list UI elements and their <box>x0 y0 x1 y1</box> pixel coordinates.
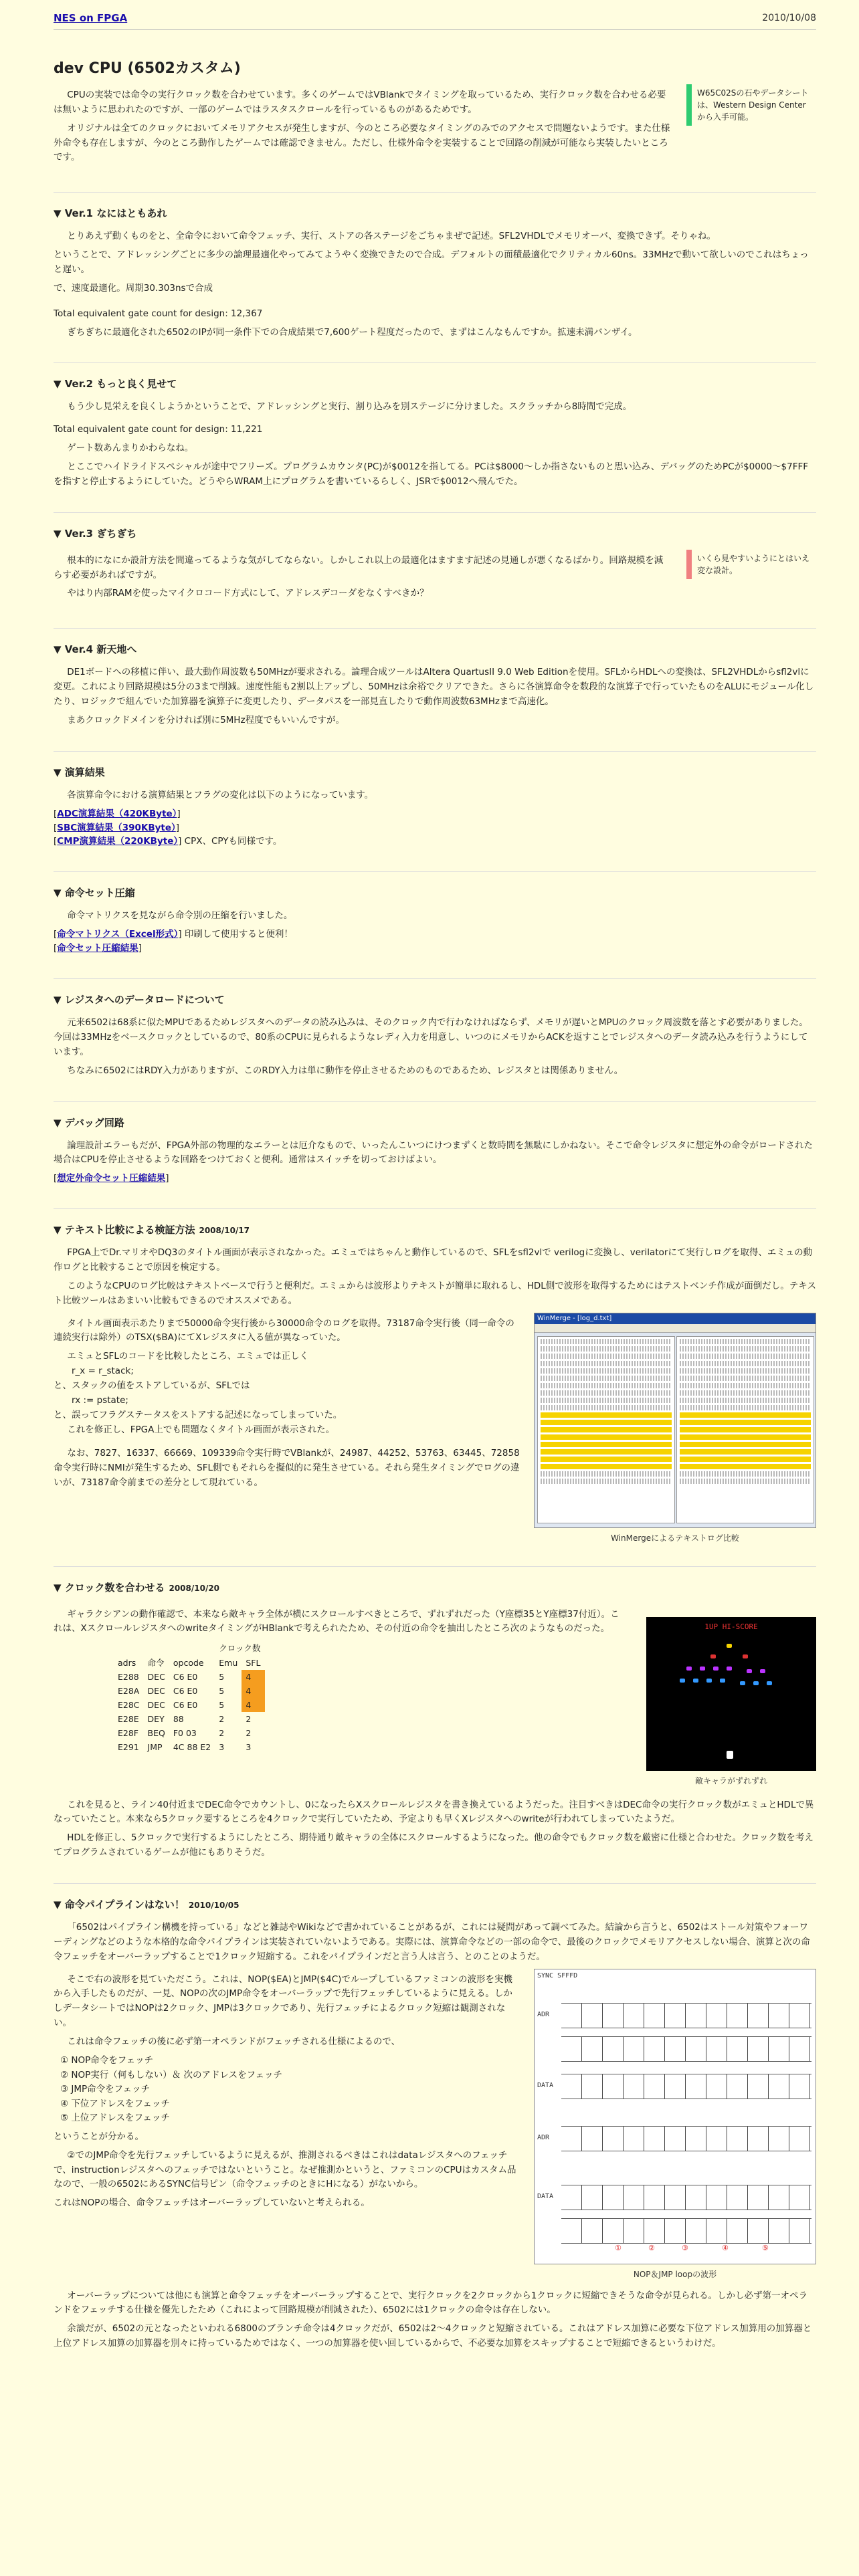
ops-paragraph: 各演算命令における演算結果とフラグの変化は以下のようになっています。 <box>67 789 374 800</box>
winmerge-menubar <box>535 1324 816 1333</box>
ver2-section <box>54 362 816 489</box>
adc-results-link[interactable]: ADC演算結果（420KByte） <box>57 808 177 819</box>
page-title: dev CPU (6502カスタム) <box>54 60 241 77</box>
textcmp-paragraph-4: エミュとSFLのコードを比較したところ、エミュでは正しく <box>67 1351 309 1362</box>
ver1-paragraph-3: で、速度最適化。周期30.303nsで合成 <box>54 282 213 294</box>
pipeline-paragraph-7: オーバーラップについては他にも演算と命令フェッチをオーバーラップすることで、実行クロックを2クロックから1クロックに短縮できそうな命令が見られる。しかし必ず第一オペランドをフェッチする仕様を優先したため（これによって回路規模が削減された）、6502には1クロックの命令は存在しない。 <box>54 2290 808 2316</box>
textcmp-paragraph-3: タイトル画面表示あたりまで50000命令実行後から30000命令のログを取得。73187命令実行後（同一命令の連続実行は除外）のTSX($BA)にてXレジスタに入る値が異なっていた。 <box>54 1317 514 1344</box>
ver4-section <box>54 628 816 728</box>
cmp-results-link[interactable]: CMP演算結果（220KByte） <box>57 836 179 847</box>
waveform-image <box>534 1969 816 2264</box>
pipeline-paragraph-4: ということが分かる。 <box>54 2131 144 2142</box>
site-link[interactable]: NES on FPGA <box>54 12 128 24</box>
ver2-heading: ▼ Ver.2 もっと良く見せて <box>54 378 177 391</box>
galaxian-screenshot <box>646 1617 816 1771</box>
pipeline-paragraph-6: これはNOPの場合、命令フェッチはオーバーラップしていないと考えられる。 <box>54 2197 370 2209</box>
ver1-gate-count: Total equivalent gate count for design: 12,367 <box>54 308 263 319</box>
fetch-steps <box>54 2054 519 2126</box>
winmerge-screenshot <box>534 1313 816 1528</box>
clock-table <box>114 1640 265 1754</box>
ver1-heading: ▼ Ver.1 なにはともあれ <box>54 207 167 220</box>
galaxian-caption: 敵キャラがずれずれ <box>694 1776 767 1786</box>
textcmp-section <box>54 1208 816 1543</box>
ver3-section <box>54 512 816 606</box>
textcmp-paragraph-6: と、誤ってフラグステータスをストアする記述になってしまっていた。 <box>54 1409 343 1420</box>
ver3-paragraph-2: やはり内部RAMを使ったマイクロコード方式にして、アドレスデコーダをなくすべきか？ <box>67 588 429 599</box>
register-heading: ▼ レジスタへのデータロードについて <box>54 994 225 1006</box>
clock-heading: ▼ クロック数を合わせる 2008/10/20 <box>54 1581 220 1594</box>
textcmp-heading: ▼ テキスト比較による検証方法 2008/10/17 <box>54 1224 250 1237</box>
textcmp-code-2: rx := pstate; <box>72 1394 128 1406</box>
ver1-paragraph-2: ということで、アドレッシングごとに多少の論理最適化やってみてようやく変換できたので合成。デフォルトの面積最適化でクリティカル60ns。33MHzで動いて欲しいのでこれはちょっと遅い。 <box>54 249 809 276</box>
step-mark: ① <box>615 2243 622 2252</box>
waveform-label: DATA <box>537 2081 554 2089</box>
table-row: E291 JMP 4C 88 E2 3 3 <box>118 1742 252 1753</box>
table-row: E28C DEC C6 E0 5 4 <box>114 1698 265 1712</box>
ver1-section <box>54 192 816 340</box>
ver4-paragraph-1: DE1ボードへの移植に伴い、最大動作周波数も50MHzが要求される。論理合成ツールはAltera QuartusII 9.0 Web Editionを使用。SFLからHDLへの変換は、SFL2VHDLからsfl2vlに変更。これにより回路規模は5分の3まで削減。速度性能も2割以上アップし、50MHzは余裕でクリアできた。さらに各演算命令を数段的な演算子で行っていたものをALUにモジュール化したり、ロジックで組んでいた加算器を演算子に変更したり、データパスを一部見直したりで動作周波数63MHzまで高速化。 <box>54 667 814 708</box>
clock-table-header: SFL <box>246 1657 261 1668</box>
waveform-caption: NOP＆JMP loopの波形 <box>633 2269 717 2279</box>
pipeline-date: 2010/10/05 <box>188 1901 240 1911</box>
textcmp-paragraph-8: なお、7827、16337、66669、109339命令実行時でVBlankが、24987、44252、53763、63445、72858命令実行時にNMIが発生するため、SFL側でもそれらを擬似的に発生させている。それら発生タイミングでログの違いが、73187命令前までの差分として現れている。 <box>54 1448 520 1489</box>
ver1-paragraph-1: とりあえず動くものをと、全命令において命令フェッチ、実行、ストアの各ステージをごちゃまぜで記述。SFL2VHDLでメモリオーバ、変換できず。そりゃね。 <box>67 231 717 242</box>
clock-paragraph-3: HDLを修正し、5クロックで実行するようにしたところ、期待通り敵キャラの全体にスクロールするようになった。他の命令でもクロック数を厳密に仕様と合わせた。クロック数を考えてプログラムされているゲームが他にもありそうだ。 <box>54 1832 814 1858</box>
pipeline-paragraph-3: これは命令フェッチの後に必ず第一オペランドがフェッチされる仕様によるので、 <box>67 2036 401 2048</box>
waveform-label: ADR <box>537 2010 550 2018</box>
ver4-heading: ▼ Ver.4 新天地へ <box>54 643 137 656</box>
textcmp-paragraph-5: と、スタックの値をストアしているが、SFLでは <box>54 1380 250 1392</box>
list-item: ⑤ 上位アドレスをフェッチ <box>60 2113 170 2124</box>
pipeline-section <box>54 1883 816 2351</box>
clock-section <box>54 1566 816 1860</box>
matrix-section: ▼ 命令セット圧縮 命令マトリクスを見ながら命令別の圧縮を行いました。 [命令マトリクス（Excel形式）] 印刷して使用すると便利！ [命令セット圧縮結果] <box>54 871 816 956</box>
register-paragraph-2: ちなみに6502にはRDY入力がありますが、このRDY入力は単に動作を停止させるためのものであるため、レジスタとは関係ありません。 <box>67 1065 624 1076</box>
clock-table-header: adrs <box>118 1657 136 1668</box>
waveform-figure <box>534 1969 816 2280</box>
matrix-excel-link[interactable]: 命令マトリクス（Excel形式） <box>57 929 179 940</box>
clock-table-header: opcode <box>173 1657 204 1668</box>
table-row: E288 DEC C6 E0 5 4 <box>114 1670 265 1684</box>
ver4-paragraph-2: まあクロックドメインを分ければ別に5MHz程度でもいいんですが。 <box>67 714 345 726</box>
clock-paragraph-2: これを見ると、ライン40付近までDEC命令でカウントし、0になったらXスクロールレジスタを書き換えているようだった。注目すべきはDEC命令の実行クロック数がエミュとHDLで異なっていたこと。本来なら5クロック要するところを4クロックで実行していたため、予定よりも早くXレジスタへのwriteが行われてしまっていたようだ。 <box>54 1799 814 1825</box>
intro-side-note: W65C02Sの石やデータシートは、Western Design Centerから入手可能。 <box>686 84 816 126</box>
clock-table-header: Emu <box>219 1657 238 1668</box>
pipeline-paragraph-5: ②でのJMP命令を先行フェッチしているように見えるが、推測されるべきはこれはdataレジスタへのフェッチで、instructionレジスタへのフェッチではないということ。なぜ推測かというと、ファミコンのCPUはカスタム品なので、一般の6502にあるSYNC信号ピン（命令フェッチのときにHになる）がないから。 <box>54 2149 516 2190</box>
ops-section: ▼ 演算結果 各演算命令における演算結果とフラグの変化は以下のようになっています。 [ADC演算結果（420KByte）] [SBC演算結果（390KByte）] [CMP演算結果（220KByte）] CPX、CPYも同様です。 <box>54 751 816 849</box>
matrix-paragraph: 命令マトリクスを見ながら命令別の圧縮を行いました。 <box>67 910 293 922</box>
textcmp-code-1: r_x = r_stack; <box>72 1366 134 1377</box>
ver3-side-note: いくら見やすいようにとはいえ変な設計。 <box>686 550 816 579</box>
list-item: ④ 下位アドレスをフェッチ <box>60 2098 170 2109</box>
waveform-label: ADR <box>537 2133 550 2141</box>
ops-heading: ▼ 演算結果 <box>54 766 105 778</box>
pipeline-paragraph-8: 余談だが、6502の元となったといわれる6800のブランチ命令は4クロックだが、6502は2〜4クロックと短縮されている。これはアドレス加算に必要な下位アドレス加算用の加算器と上位アドレス加算の加算器を別々に持っているためではなく、一つの加算器を使い回しているからで、不必要な加算をスキップすることで短縮できるというわけだ。 <box>54 2323 812 2349</box>
matrix-result-link[interactable]: 命令セット圧縮結果 <box>57 943 138 954</box>
ver3-heading: ▼ Ver.3 ぎちぎち <box>54 527 137 540</box>
debug-heading: ▼ デバッグ回路 <box>54 1116 124 1129</box>
winmerge-titlebar: WinMerge - [log_d.txt] <box>535 1313 816 1324</box>
clock-date: 2008/10/20 <box>169 1583 220 1593</box>
matrix-excel-note: 印刷して使用すると便利！ <box>184 929 293 940</box>
galaxian-figure <box>646 1617 816 1786</box>
ver1-paragraph-4: ぎちぎちに最適化された6502のIPが同一条件下での合成結果で7,600ゲート程度だったので、まずはこんなもんですか。拡速未満バンザイ。 <box>67 326 638 338</box>
ver2-paragraph-1: もう少し見栄えを良くしようかということで、アドレッシングと実行、割り込みを別ステージに分けました。スクラッチから8時間で完成。 <box>67 401 632 413</box>
page-date: 2010/10/08 <box>762 13 816 23</box>
ver3-paragraph-1: 根本的になにか設計方法を間違ってるような気がしてならない。しかしこれ以上の最適化はますます記述の見通しが悪くなるばかり。回路規模を減らす必要があればですが。 <box>54 554 664 580</box>
intro-paragraph-1: CPUの実装では命令の実行クロック数を合わせています。多くのゲームではVBlankでタイミングを取っているため、実行クロック数を合わせる必要は無いように思われたのですが、一部のゲームではラスタスクロールを行っているものがあるためです。 <box>54 90 666 115</box>
table-row: E28E DEY 88 2 2 <box>118 1714 252 1725</box>
register-section <box>54 978 816 1078</box>
textcmp-paragraph-7: これを修正し、FPGA上でも問題なくタイトル画面が表示された。 <box>67 1424 335 1435</box>
intro-section <box>54 84 816 169</box>
table-row: E28F BEQ F0 03 2 2 <box>118 1728 252 1739</box>
textcmp-paragraph-2: このようなCPUのログ比較はテキストベースで行うと便利だ。エミュからは波形よりテキストが簡単に取れるし、HDL側で波形を取得するためにはテストベンチ作成が面倒だし。テキスト比較ツールはあまいい比較もできるのでオススメである。 <box>54 1280 816 1306</box>
winmerge-right-pane <box>676 1336 814 1523</box>
ver2-paragraph-3: とここでハイドライドスペシャルが途中でフリーズ。プログラムカウンタ(PC)が$0012を指してる。PCは$8000〜しか指さないものと思い込み、デバッグのためPCが$0000〜$7FFFを指すと停止するようにしていた。どうやらWRAM上にプログラムを書いているらしく、JSRで$0012へ飛んでた。 <box>54 461 808 487</box>
pipeline-paragraph-2: そこで右の波形を見ていただこう。これは、NOP($EA)とJMP($4C)でループしているファミコンの波形を実機から入手したものだが、一見、NOPの次のJMP命令をオーバーラップで先行フェッチしているように見える。しかしデータシートではNOPは2クロック、JMPは3クロックであり、先行フェッチによるクロック短縮は観測されない。 <box>54 1973 512 2029</box>
step-mark: ② <box>648 2243 655 2252</box>
debug-result-link[interactable]: 想定外命令セット圧縮結果 <box>57 1173 166 1184</box>
top-bar <box>54 12 816 30</box>
textcmp-date: 2008/10/17 <box>199 1226 250 1236</box>
step-mark: ⑤ <box>762 2243 769 2252</box>
waveform-label: DATA <box>537 2192 554 2200</box>
galaxian-score: 1UP HI-SCORE <box>704 1622 758 1631</box>
list-item: ② NOP実行（何もしない）＆ 次のアドレスをフェッチ <box>60 2069 282 2080</box>
cmp-note: CPX、CPYも同様です。 <box>184 836 282 847</box>
step-mark: ③ <box>682 2243 688 2252</box>
debug-section: ▼ デバッグ回路 論理設計エラーもだが、FPGA外部の物理的なエラーとは厄介なもので、いったんこいつにけつまずくと数時間を無駄にしかねない。そこで命令レジスタに想定外の命令がロードされた場合はCPUを停止させるような回路をつけておくと便利。通常はスイッチを切っておけばよい。 [想定外命令セット圧縮結果] <box>54 1101 816 1186</box>
register-paragraph-1: 元来6502は68系に似たMPUであるためレジスタへのデータの読み込みは、そのクロック内で行わなければならず、メモリが遅いとMPUのクロック周波数を落とす必要がありました。今回は33MHzをベースクロックとしているので、80系のCPUに見られるようなレディ入力を用意し、いつのにメモリからACKを返すことでレジスタへのデータ読み込みを行うようにしています。 <box>54 1017 808 1057</box>
winmerge-caption: WinMergeによるテキストログ比較 <box>611 1533 739 1543</box>
list-item: ① NOP命令をフェッチ <box>60 2054 154 2066</box>
matrix-heading: ▼ 命令セット圧縮 <box>54 887 135 899</box>
pipeline-paragraph-1: 「6502はパイプライン構機を持っている」などと雑誌やWikiなどで書かれていることがあるが、これには疑問があって調べてみた。結論から言うと、6502はストール対策やフォーワーディングなどのような本格的な命令パイプラインは実装されていないようである。実際には、演算命令などの一部の命令で、最後のクロックでメモリアクセスしない場合、演算と次の命令フェッチをオーバーラップすることで1クロック短縮する。これをパイプラインだと言う人は言う、とのことのようだ。 <box>54 1922 810 1962</box>
textcmp-paragraph-1: FPGA上でDr.マリオやDQ3のタイトル画面が表示されなかった。エミュではちゃんと動作しているので、SFLをsfl2vlで verilogに変換し、verilatorにて実行しログを取得、エミュの動作ログと比較することで原因を検定する。 <box>54 1247 813 1273</box>
clock-table-header: 命令 <box>147 1658 165 1669</box>
page <box>54 0 816 2351</box>
sbc-results-link[interactable]: SBC演算結果（390KByte） <box>57 822 176 833</box>
clock-table-group-header: クロック数 <box>219 1643 261 1654</box>
pipeline-heading: ▼ 命令パイプラインはない！ 2010/10/05 <box>54 1899 240 1911</box>
waveform-header: SYNC SFFFD <box>537 1971 578 1979</box>
list-item: ③ JMP命令をフェッチ <box>60 2084 150 2095</box>
ver2-paragraph-2: ゲート数あんまりかわらなね。 <box>67 443 194 454</box>
debug-paragraph: 論理設計エラーもだが、FPGA外部の物理的なエラーとは厄介なもので、いったんこいつにけつまずくと数時間を無駄にしかねない。そこで命令レジスタに想定外の命令がロードされた場合はCPUを停止させるような回路をつけておくと便利。通常はスイッチを切っておけばよい。 <box>54 1140 813 1166</box>
winmerge-figure <box>534 1313 816 1543</box>
winmerge-left-pane <box>537 1336 675 1523</box>
clock-paragraph-1: ギャラクシアンの動作確認で、本来なら敵キャラ全体が横にスクロールすべきところで、ずれずれだった（Y座標35とY座標37付近）。これは、XスクロールレジスタへのwriteタイミングがHBlankで考えられたため、その付近の命令を抽出したところ次のようなものだった。 <box>54 1608 619 1634</box>
ver2-gate-count: Total equivalent gate count for design: 11,221 <box>54 424 263 435</box>
table-row: E28A DEC C6 E0 5 4 <box>114 1684 265 1698</box>
step-mark: ④ <box>722 2243 729 2252</box>
intro-paragraph-2: オリジナルは全てのクロックにおいてメモリアクセスが発生しますが、今のところ必要なタイミングのみでのアクセスで問題ないようです。また仕様外命令も存在しますが、今のところ動作したゲームでは確認できません。ただし、仕様外命令を実装することで回路の削減が可能なら実装したいところです。 <box>54 122 670 163</box>
